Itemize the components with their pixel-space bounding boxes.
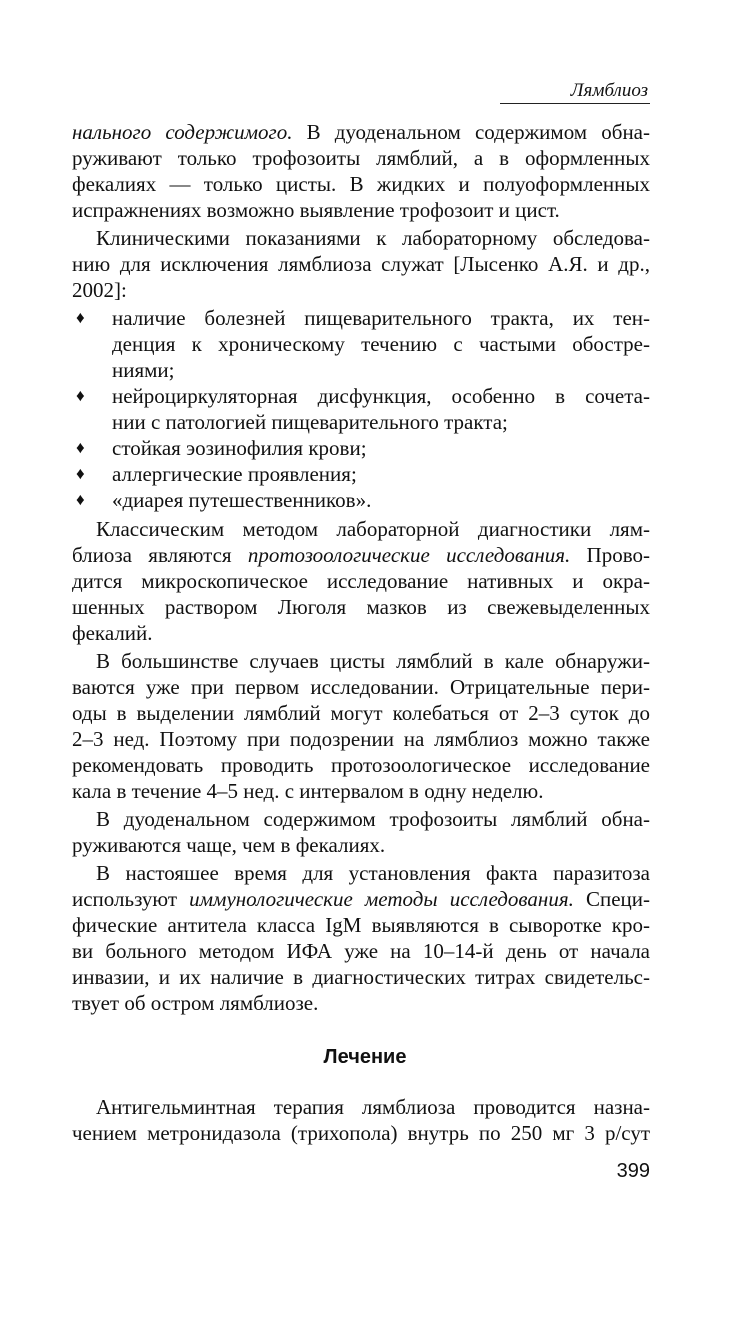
text-line: чением метронидазола (трихопола) внутрь по 250 мг 3 р/сут [72, 1121, 650, 1145]
running-title: Лямблиоз [570, 80, 648, 101]
text-line: шенных раствором Люголя мазков из свежевыделенных [72, 595, 650, 619]
text-line: Клиническими показаниями к лабораторному обследова- [96, 226, 650, 250]
text-line: твует об остром лямблиозе. [72, 991, 319, 1015]
list-item-line: ниями; [112, 358, 175, 382]
text-line: нию для исключения лямблиоза служат [Лысенко А.Я. и др., [72, 252, 650, 276]
text-line: руживают только трофозоиты лямблий, а в оформленных [72, 146, 650, 170]
text-span: Прово- [570, 543, 650, 567]
section-heading: Лечение [323, 1046, 407, 1068]
bullet-icon: ♦ [76, 464, 85, 483]
bullet-icon: ♦ [76, 490, 85, 509]
text-line: 2002]: [72, 278, 127, 302]
text-line: В большинстве случаев цисты лямблий в кале обнаружи- [96, 649, 650, 673]
text-line: фекалий. [72, 621, 153, 645]
text-line [72, 542, 650, 568]
text-line: Классическим методом лабораторной диагностики лям- [96, 517, 650, 541]
text-span: В дуоденальном содержимом обна- [292, 120, 650, 144]
text-line: испражнениях возможно выявление трофозоит и цист. [72, 198, 560, 222]
text-line: рекомендовать проводить протозоологическое исследование [72, 753, 650, 777]
text-line: кала в течение 4–5 нед. с интервалом в одну неделю. [72, 779, 544, 803]
text-line: инвазии, и их наличие в диагностических титрах свидетельс- [72, 965, 650, 989]
emphasis-text: иммунологические методы исследования. [189, 887, 574, 911]
text-span: используют [72, 887, 190, 911]
running-header [500, 80, 650, 104]
header-rule [500, 103, 650, 104]
list-item-line: аллергические проявления; [112, 462, 357, 486]
text-line: ваются уже при первом исследовании. Отрицательные пери- [72, 675, 650, 699]
bullet-icon: ♦ [76, 386, 85, 405]
bullet-icon: ♦ [76, 438, 85, 457]
text-line: Антигельминтная терапия лямблиоза проводится назна- [96, 1095, 650, 1119]
text-line: дится микроскопическое исследование нативных и окра- [72, 569, 650, 593]
list-item-line: наличие болезней пищеварительного тракта, их тен- [112, 306, 650, 330]
list-item-line: нейроциркуляторная дисфункция, особенно в сочета- [112, 384, 650, 408]
list-item-line: нии с патологией пищеварительного тракта; [112, 410, 508, 434]
list-item-line: денция к хроническому течению с частыми обостре- [112, 332, 650, 356]
list-item-line: «диарея путешественников». [112, 488, 372, 512]
text-line: В настояшее время для установления факта паразитоза [96, 861, 650, 885]
text-line [72, 119, 650, 145]
text-line: руживаются чаще, чем в фекалиях. [72, 833, 386, 857]
bullet-icon: ♦ [76, 308, 85, 327]
text-line: 2–3 нед. Поэтому при подозрении на лямблиоз можно также [72, 727, 650, 751]
list-item-line: стойкая эозинофилия крови; [112, 436, 367, 460]
emphasis-text: нального содержимого. [72, 120, 293, 144]
text-line: фекалиях — только цисты. В жидких и полуоформленных [72, 172, 650, 196]
text-line [72, 886, 650, 912]
text-span: блиоза являются [72, 543, 248, 567]
text-span: Специ- [573, 887, 650, 911]
page-number: 399 [616, 1160, 650, 1182]
emphasis-text: протозоологические исследования. [247, 543, 571, 567]
text-line: ви больного методом ИФА уже на 10–14-й день от начала [72, 939, 650, 963]
text-line: фические антитела класса IgM выявляются в сыворотке кро- [72, 913, 650, 937]
text-line: оды в выделении лямблий могут колебаться от 2–3 суток до [72, 701, 650, 725]
text-line: В дуоденальном содержимом трофозоиты лямблий обна- [96, 807, 650, 831]
